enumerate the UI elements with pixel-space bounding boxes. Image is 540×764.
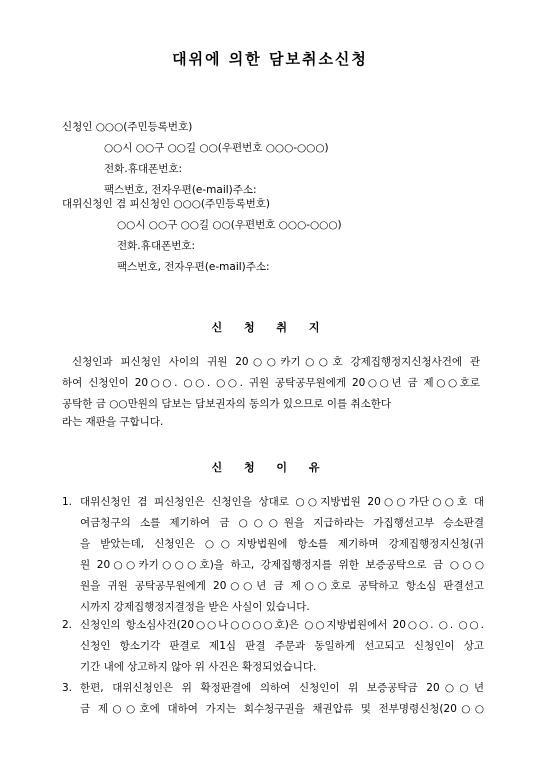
applicant-address: ○○시 ○○구 ○○길 ○○(우편번호 ○○○-○○○) xyxy=(104,142,329,154)
purpose-paragraph xyxy=(62,352,480,415)
reason-line: 금 제○○호에 대하여 가지는 회수청구권을 채권압류 및 전부명령신청(20○○ xyxy=(80,703,484,715)
reason-line: 원을 귀원 공탁공무원에게 20○○년 금 제○○호로 공탁하고 항소심 판결선고 xyxy=(80,580,484,592)
reason-number: 2. xyxy=(62,619,73,631)
subrogee-phone: 전화․휴대폰번호: xyxy=(117,240,196,252)
purpose-line: 하여 신청인이 20○○. ○○. ○○. 귀원 공탁공무원에게 20○○년 금 제○○호로 xyxy=(62,377,480,389)
applicant-phone: 전화․휴대폰번호: xyxy=(104,163,183,175)
reason-line: 대위신청인 겸 피신청인은 신청인을 상대로 ○○지방법원 20○○가단○○호 대 xyxy=(80,496,484,508)
reason-number: 3. xyxy=(62,682,73,694)
document-title: 대위에 의한 담보취소신청 xyxy=(172,50,368,68)
subrogee-fax-email: 팩스번호, 전자우편(e-mail)주소: xyxy=(117,261,270,273)
reason-line: 한편, 대위신청인은 위 확정판결에 의하여 신청인이 위 보증공탁금 20○○년 xyxy=(80,682,484,694)
reason-line: 여금청구의 소를 제기하여 금 ○○○원을 지급하라는 가집행선고부 승소판결 xyxy=(80,517,484,529)
reason-item-3 xyxy=(62,678,484,720)
reason-line: 원 20○○카기○○○호)을 하고, 강제집행정지를 위한 보증공탁으로 금 ○○○ xyxy=(80,559,484,571)
applicant-name-line: 신청인 ○○○(주민등록번호) xyxy=(62,121,193,133)
reason-number: 1. xyxy=(62,496,73,508)
reason-line: 시까지 강제집행정지결정을 받은 사실이 있습니다. xyxy=(80,601,310,613)
purpose-line: 라는 재판을 구합니다. xyxy=(62,416,164,428)
reasons-heading: 신 청 이 유 xyxy=(211,461,329,474)
reason-item-2 xyxy=(62,615,484,678)
purpose-line: 공탁한 금 ○○만원의 담보는 담보권자의 동의가 있으므로 이를 취소한다 xyxy=(62,398,392,410)
reason-line: 신청인의 항소심사건(20○○나○○○○호)은 ○○지방법원에서 20○○. ○. ○○. xyxy=(80,619,484,631)
applicant-fax-email: 팩스번호, 전자우편(e-mail)주소: xyxy=(104,184,257,196)
purpose-line: 신청인과 피신청인 사이의 귀원 20○○카기○○호 강제집행정지신청사건에 관 xyxy=(72,356,480,368)
purpose-heading: 신 청 취 지 xyxy=(211,321,329,334)
reason-line: 을 받았는데, 신청인은 ○○지방법원에 항소를 제기하며 강제집행정지신청(귀 xyxy=(80,538,484,550)
subrogee-address: ○○시 ○○구 ○○길 ○○(우편번호 ○○○-○○○) xyxy=(117,219,342,231)
reason-line: 기간 내에 상고하지 않아 위 사건은 확정되었습니다. xyxy=(80,661,317,673)
reason-item-1 xyxy=(62,492,484,618)
subrogee-name-line: 대위신청인 겸 피신청인 ○○○(주민등록번호) xyxy=(62,198,270,210)
reason-line: 신청인 항소기각 판결로 제1심 판결 주문과 동일하게 선고되고 신청인이 상고 xyxy=(80,640,484,652)
